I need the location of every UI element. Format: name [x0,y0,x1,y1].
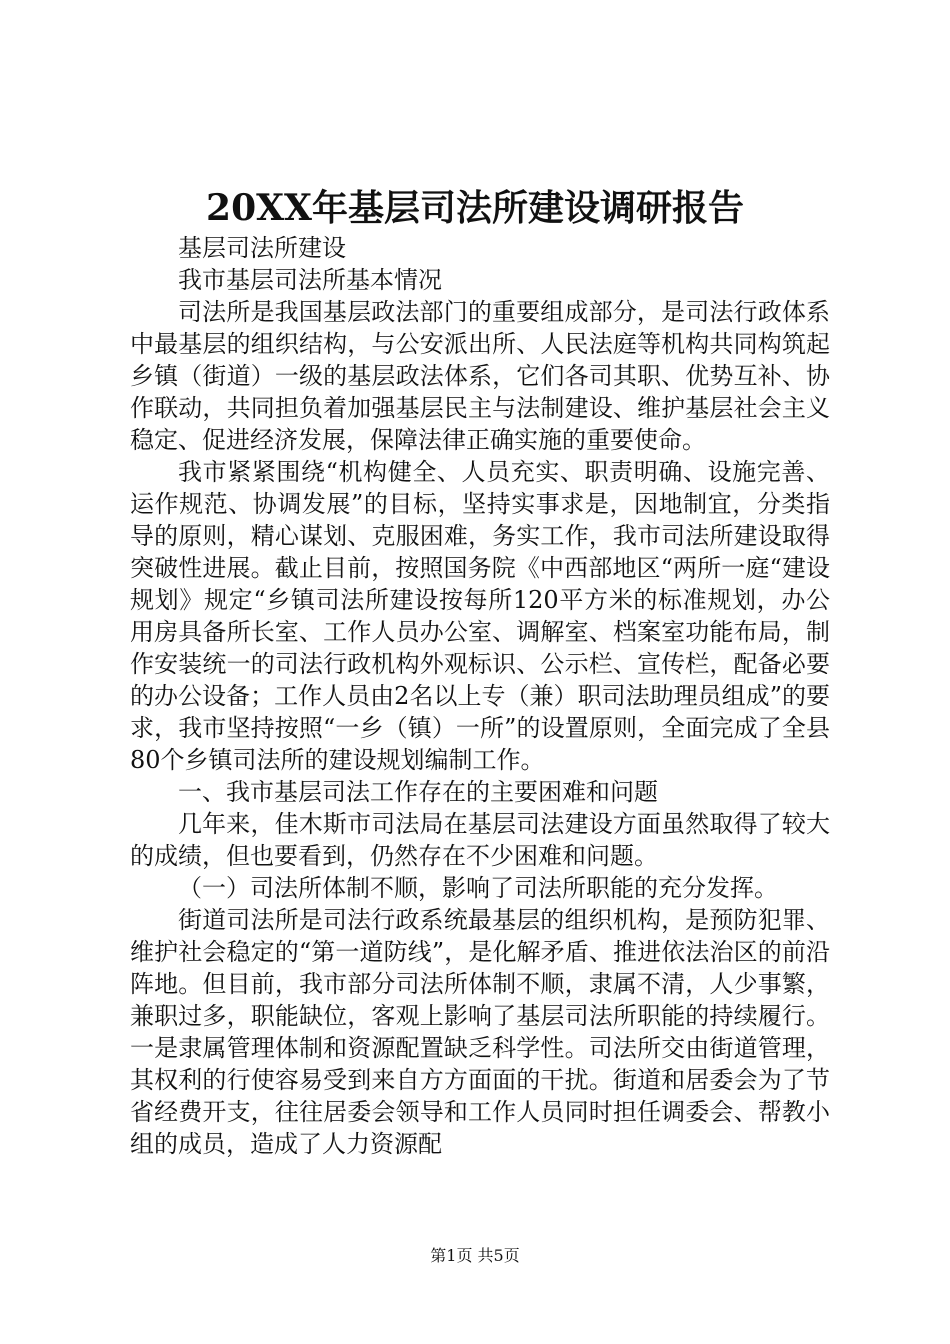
paragraph-heading: 一、我市基层司法工作存在的主要困难和问题 [178,778,658,806]
paragraph: 几年来，佳木斯市司法局在基层司法建设方面虽然取得了较大的成绩，但也要看到，仍然存在不少困难和问题。 [130,810,830,870]
paragraph-section-heading: 基层司法所建设 [178,234,346,262]
paragraph-heading: （一）司法所体制不顺，影响了司法所职能的充分发挥。 [178,874,778,902]
page-footer: 第1页 共5页 [430,1246,520,1265]
paragraph: 街道司法所是司法行政系统最基层的组织机构，是预防犯罪、维护社会稳定的“第一道防线”，是化解矛盾、推进依法治区的前沿阵地。但目前，我市部分司法所体制不顺，隶属不清，人少事繁，兼职过多，职能缺位，客观上影响了基层司法所职能的持续履行。一是隶属管理体制和资源配置缺乏科学性。司法所交由街道管理，其权利的行使容易受到来自方方面面的干扰。街道和居委会为了节省经费开支，往往居委会领导和工作人员同时担任调委会、帮教小组的成员，造成了人力资源配 [130,906,830,1158]
document-title: 20XX年基层司法所建设调研报告 [206,187,744,229]
paragraph-subheading: 我市基层司法所基本情况 [178,266,442,294]
paragraph: 我市紧紧围绕“机构健全、人员充实、职责明确、设施完善、运作规范、协调发展”的目标，坚持实事求是，因地制宜，分类指导的原则，精心谋划、克服困难，务实工作，我市司法所建设取得突破性进展。截止目前，按照国务院《中西部地区“两所一庭“建设规划》规定“乡镇司法所建设按每所120平方米的标准规划，办公用房具备所长室、工作人员办公室、调解室、档案室功能布局，制作安装统一的司法行政机构外观标识、公示栏、宣传栏，配备必要的办公设备；工作人员由2名以上专（兼）职司法助理员组成”的要求，我市坚持按照“一乡（镇）一所”的设置原则，全面完成了全县80个乡镇司法所的建设规划编制工作。 [130,458,830,774]
paragraph: 司法所是我国基层政法部门的重要组成部分，是司法行政体系中最基层的组织结构，与公安派出所、人民法庭等机构共同构筑起乡镇（街道）一级的基层政法体系，它们各司其职、优势互补、协作联动，共同担负着加强基层民主与法制建设、维护基层社会主义稳定、促进经济发展，保障法律正确实施的重要使命。 [130,298,830,454]
document-body [130,232,830,1160]
